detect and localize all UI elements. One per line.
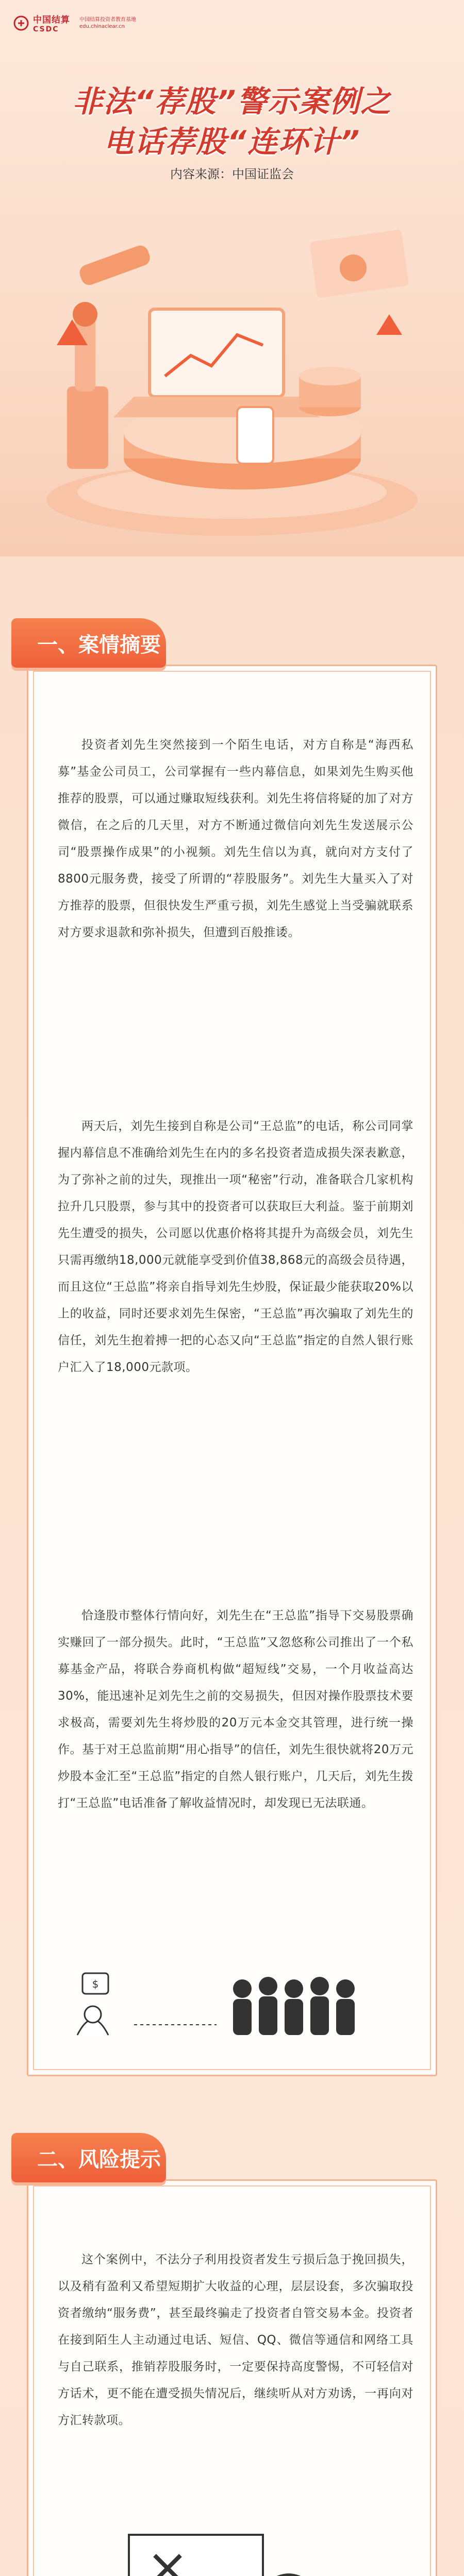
hero-illustration — [21, 191, 443, 551]
logo-sub-title: 中国结算投资者教育基地 — [79, 16, 136, 23]
logo-sub-url: edu.chinaclear.cn — [79, 23, 125, 29]
teacher-board-illustration — [113, 2524, 351, 2576]
logo-en-text: CSDC — [33, 25, 59, 33]
brand-logo — [13, 12, 136, 33]
header-banner — [0, 0, 464, 556]
section1-paragraph-2: 两天后，刘先生接到自称是公司“王总监”的电话，称公司同掌握内幕信息不准确给刘先生在内的多名投资者造成损失深表歉意，为了弥补之前的过失，现推出一项“秘密”行动，准备联合几家机构拉升几只股票，参与其中的投资者可以获取巨大利益。鉴于前期刘先生遭受的损失，公司愿以优惠价格将其提升为高级会员，刘先生只需再缴纳18,000元就能享受到价值38,868元的高级会员待遇，而且这位“王总监”将亲自指导刘先生炒股，保证最少能获取20%以上的收益，同时还要求刘先生保密，“王总监”再次骗取了刘先生的信任，刘先生抱着搏一把的心态又向“王总监”指定的自然人银行账户汇入了18,000元款项。 — [58, 1120, 413, 1374]
section2-heading — [11, 2133, 166, 2182]
section2-paragraph-1: 这个案例中，不法分子利用投资者发生亏损后急于挽回损失，以及稍有盈利又希望短期扩大收益的心理，层层设套，多次骗取投资者缴纳“服务费”，甚至最终骗走了投资者自管交易本金。投资者在接到陌生人主动通过电话、短信、QQ、微信等通信和网络工具与自己联系，推销荐股服务时，一定要保持高度警惕，不可轻信对方话术，更不能在遭受损失情况后，继续听从对方劝诱，一再向对方汇转款项。 — [58, 2253, 413, 2427]
section1-paragraph-3: 恰逢股市整体行情向好，刘先生在“王总监”指导下交易股票确实赚回了一部分损失。此时，“王总监”又忽悠称公司推出了一个私募基金产品，将联合券商机构做“超短线”交易，一个月收益高达30%，能迅速补足刘先生之前的交易损失，但因对操作股票技术要求极高，需要刘先生将炒股的20万元本金交其管理，进行统一操作。基于对王总监前期“用心指导”的信任，刘先生很快就将20万元炒股本金汇至“王总监”指定的自然人银行账户，几天后，刘先生拨打“王总监”电话准备了解收益情况时，却发现已无法联通。 — [58, 1609, 413, 1810]
crowd-illustration — [72, 1958, 382, 2045]
section2-label: 二、风险提示 — [37, 2148, 161, 2172]
csdc-logo-icon — [13, 15, 29, 31]
page-title-line2: 电话荐股“连环计” — [103, 124, 361, 159]
page-title-line1: 非法“荐股”警示案例之 — [72, 84, 392, 119]
section1-paragraph-1: 投资者刘先生突然接到一个陌生电话，对方自称是“海西私募”基金公司员工，公司掌握有一些内幕信息，如果刘先生购买他推荐的股票，可以通过赚取短线获利。刘先生将信将疑的加了对方微信，在之后的几天里，对方不断通过微信向刘先生发送展示公司“股票操作成果”的小视频。刘先生信以为真，就向对方支付了8800元服务费，接受了所谓的“荐股服务”。刘先生大量买入了对方推荐的股票，但很快发生严重亏损，刘先生感觉上当受骗就联系对方要求退款和弥补损失，但遭到百般推诿。 — [58, 738, 413, 939]
logo-cn-text: 中国结算 — [33, 15, 70, 25]
content-source: 内容来源：中国证监会 — [170, 167, 294, 181]
section1-label: 一、案情摘要 — [37, 633, 161, 657]
section1-heading — [11, 618, 166, 668]
svg-text:$: $ — [92, 1978, 99, 1990]
